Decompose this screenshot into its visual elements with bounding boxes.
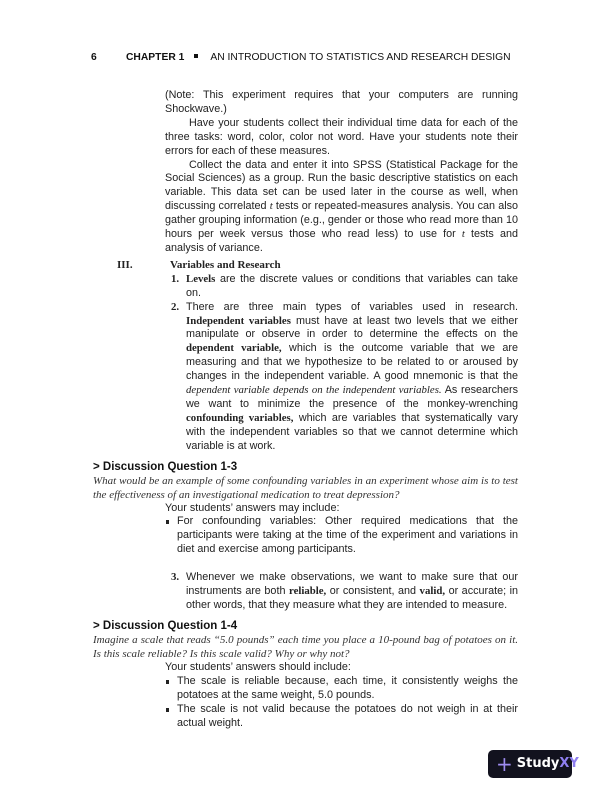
mnemonic: dependent variable depends on the independent variables. xyxy=(186,384,442,397)
studyxy-logo xyxy=(488,750,579,778)
term: Levels xyxy=(186,272,216,285)
answer-block xyxy=(165,502,518,558)
discussion-question-text: What would be an example of some confounding variables in an experiment whose aim is to test the effectiveness of an investigational medication to treat depression? xyxy=(93,474,518,501)
section-variables xyxy=(117,259,518,454)
text: As researchers we want to minimize the presence of the monkey-wrenching xyxy=(186,384,519,410)
discussion-question-text: Imagine a scale that reads “5.0 pounds” each time you place a 10-pound bag of potatoes on it. Is this scale reliable? Is this scale valid? Why or why not? xyxy=(93,633,518,660)
note-paragraph: (Note: This experiment requires that your computers are running Shockwave.) xyxy=(165,89,518,115)
term: dependent variable, xyxy=(186,342,282,355)
item-number: 3. xyxy=(171,571,180,584)
logo-accent: XY xyxy=(559,756,579,772)
text: tests or repeated-measures analysis. You can also gather grouping information (e.g., gender or those who read more than 10 hours per week versus those who read less) to use for xyxy=(165,200,518,241)
list-item xyxy=(165,273,518,301)
term: valid, xyxy=(419,585,446,598)
bullet-item xyxy=(165,675,518,703)
answer-block xyxy=(165,661,518,731)
text: are the discrete values or conditions that variables can take on. xyxy=(186,272,518,299)
logo-text: Study xyxy=(516,756,560,772)
term: Independent variables xyxy=(186,314,291,327)
bullet-text: The scale is reliable because, each time, it consistently weighs the potatoes at the same weight, 5.0 pounds. xyxy=(177,674,518,701)
intro-paragraph-2 xyxy=(165,159,518,256)
discussion-question-heading: > Discussion Question 1-3 xyxy=(93,460,238,473)
bullet-icon xyxy=(166,708,169,712)
text: or consistent, and xyxy=(326,585,420,598)
intro-block xyxy=(165,89,518,256)
text: There are three main types of variables used in research. xyxy=(186,300,518,313)
chapter-title: AN INTRODUCTION TO STATISTICS AND RESEARCH DESIGN xyxy=(210,52,511,63)
section-title: Variables and Research xyxy=(170,258,281,271)
t-italic: t xyxy=(461,228,465,241)
list-item-3-block xyxy=(165,571,518,613)
page-number: 6 xyxy=(91,52,97,63)
t-italic: t xyxy=(269,200,273,213)
item-number: 1. xyxy=(171,272,180,285)
plus-icon: + xyxy=(496,752,513,777)
text: Collect the data and enter it into SPSS (Statistical Package for the Social Sciences) as a group. Run the basic descriptive statistics on each variable. This data set can be used later in the course as well, when discussing correlated xyxy=(165,158,518,213)
text: must have at least two levels that we either manipulate or observe in order to determine the effects on the xyxy=(186,314,519,341)
chapter-label: CHAPTER 1 xyxy=(126,52,185,63)
answer-lead: Your students’ answers should include: xyxy=(165,660,351,673)
text: which are variables that systematically vary with the independent variables so that we cannot determine which variable is at work. xyxy=(186,411,518,452)
term: confounding variables, xyxy=(186,411,294,424)
list-item xyxy=(165,301,518,454)
spacer xyxy=(0,730,612,750)
text: tests and analysis of variance. xyxy=(165,228,518,254)
separator-square-icon xyxy=(194,54,198,58)
text: which is the outcome variable that we are measuring and that we hypothesize to be related to or aroused by changes in the independent variable. A good mnemonic is that the xyxy=(186,342,519,383)
section-heading xyxy=(117,259,518,273)
text: or accurate; in other words, that they measure what they are intended to measure. xyxy=(186,585,519,611)
bullet-item xyxy=(165,703,518,731)
bullet-text: For confounding variables: Other required medications that the participants were taking at the time of the experiment and variations in diet and exercise among participants. xyxy=(177,515,518,556)
running-header xyxy=(91,51,612,65)
section-numeral: III. xyxy=(117,258,133,271)
item-number: 2. xyxy=(171,300,180,313)
intro-paragraph-1: Have your students collect their individual time data for each of the three tasks: word, color, color not word. Have your students note their errors for each of these measures. xyxy=(165,116,518,157)
term: reliable, xyxy=(288,585,327,598)
discussion-question-heading: > Discussion Question 1-4 xyxy=(93,619,238,632)
answer-lead: Your students’ answers may include: xyxy=(165,501,340,514)
bullet-icon xyxy=(166,520,169,524)
bullet-icon xyxy=(166,680,169,684)
list-item xyxy=(165,571,518,613)
bullet-text: The scale is not valid because the potatoes do not weigh in at their actual weight. xyxy=(177,702,518,729)
text: Whenever we make observations, we want to make sure that our instruments are both xyxy=(186,571,518,598)
bullet-item xyxy=(165,515,518,557)
